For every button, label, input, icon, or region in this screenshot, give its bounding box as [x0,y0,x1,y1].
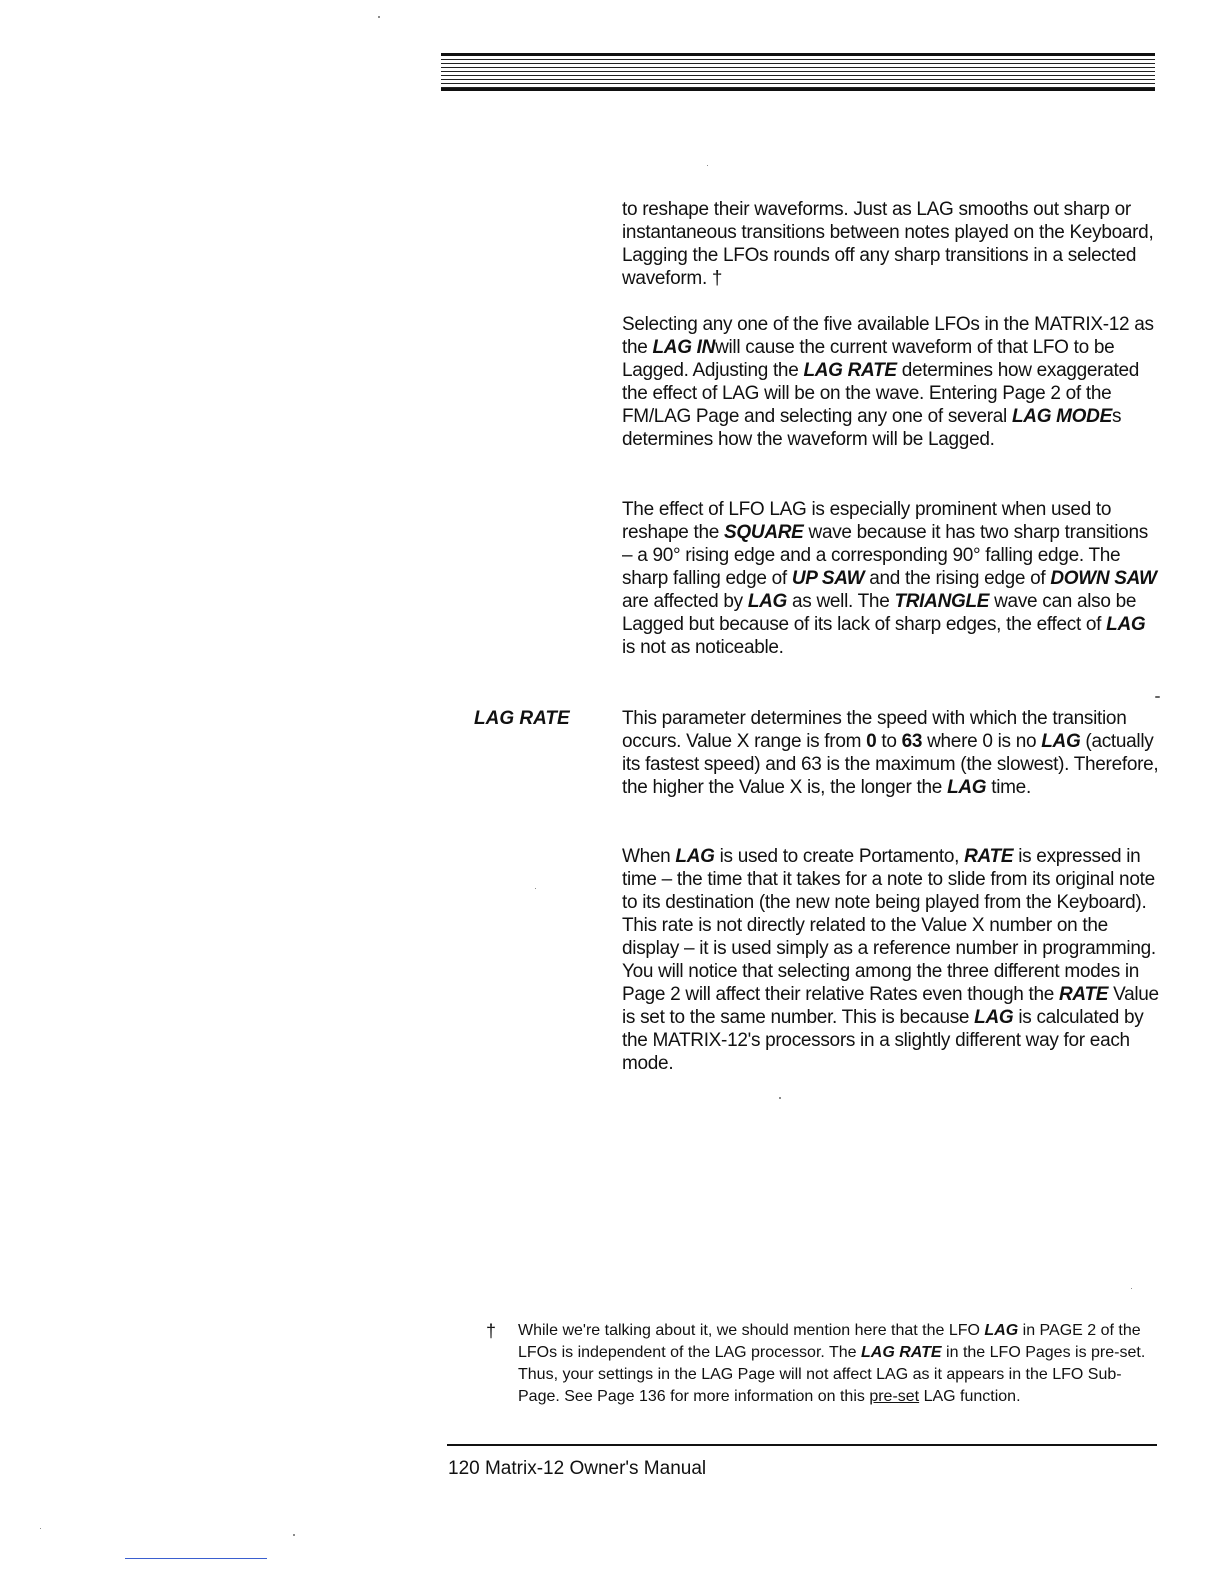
footer-rule [447,1444,1157,1446]
page-footer: 120 Matrix-12 Owner's Manual [448,1458,707,1479]
term-lag-in: LAG IN [652,337,716,358]
scan-speck [378,16,380,18]
paragraph-lfo-lag-effect: The effect of LFO LAG is especially prominent when used to reshape the SQUARE wave because it has two sharp transitions – a 90° rising edge and a corresponding 90° falling edge. The sharp falling edge of UP SAW and the rising edge of DOWN SAW are affected by LAG as well. The TRIANGLE wave can also be Lagged but because of its lack of sharp edges, the effect of LAG is not as noticeable. [622,499,1157,658]
term-lag: LAG [947,777,987,798]
term-lag: LAG [974,1007,1014,1028]
section-label-lag-rate: LAG RATE [474,708,570,729]
scan-speck [293,1534,295,1536]
scan-speck [1131,1288,1132,1289]
scan-speck [779,1097,781,1099]
term-lag: LAG [747,591,788,612]
paragraph-portamento: When LAG is used to create Portamento, RATE is expressed in time – the time that it takes for a note to slide from its original note to its destination (the new note being played from the Keyboard). This rate is not directly related to the Value X number on the display – it is used simply as a reference number in programming. You will notice that selecting among the three different modes in Page 2 will affect their relative Rates even though the RATE Value is set to the same number. This is because LAG is calculated by the MATRIX-12's processors in a slightly different way for each mode. [622,846,1159,1074]
scan-speck [535,888,536,889]
term-down-saw: DOWN SAW [1050,568,1157,589]
term-lag: LAG [1041,731,1081,752]
term-rate: RATE [1059,984,1109,1005]
scan-speck [1155,696,1160,698]
term-up-saw: UP SAW [791,568,865,589]
scan-speck [707,165,708,166]
bottom-edge-line [125,1558,267,1559]
paragraph-reshape: to reshape their waveforms. Just as LAG smooths out sharp or instantaneous transitions between notes played on the Keyboard, Lagging the LFOs rounds off any sharp transitions in a selected waveform. † [622,199,1154,289]
term-rate: RATE [964,846,1014,867]
term-lag: LAG [1106,614,1146,635]
term-square: SQUARE [724,522,804,543]
paragraph-lag-in: Selecting any one of the five available LFOs in the MATRIX-12 as the LAG INwill cause the current waveform of that LFO to be Lagged. Adjusting the LAG RATE determines how exaggerated the effect of LAG will be on the wave. Entering Page 2 of the FM/LAG Page and selecting any one of several LAG MODEs determines how the waveform will be Lagged. [622,314,1154,450]
term-lag: LAG [675,846,715,867]
header-rule [441,53,1155,91]
footnote-text: While we're talking about it, we should mention here that the LFO LAG in PAGE 2 of the LFOs is independent of the LAG processor. The LAG RATE in the LFO Pages is pre-set. Thus, your settings in the LAG Page will not affect LAG as it appears in the LFO Sub-Page. See Page 136 for more information on this pre-set LAG function. [518,1322,1146,1405]
scan-speck [40,1528,41,1529]
term-lag-mode: LAG MODE [1011,406,1112,427]
paragraph-lag-rate: This parameter determines the speed with which the transition occurs. Value X range is from 0 to 63 where 0 is no LAG (actually its fastest speed) and 63 is the maximum (the slowest). Therefore, the higher the Value X is, the longer the LAG time. [622,708,1159,798]
term-lag-rate: LAG RATE [803,360,897,381]
term-triangle: TRIANGLE [894,591,990,612]
dagger-icon: † [486,1321,497,1341]
